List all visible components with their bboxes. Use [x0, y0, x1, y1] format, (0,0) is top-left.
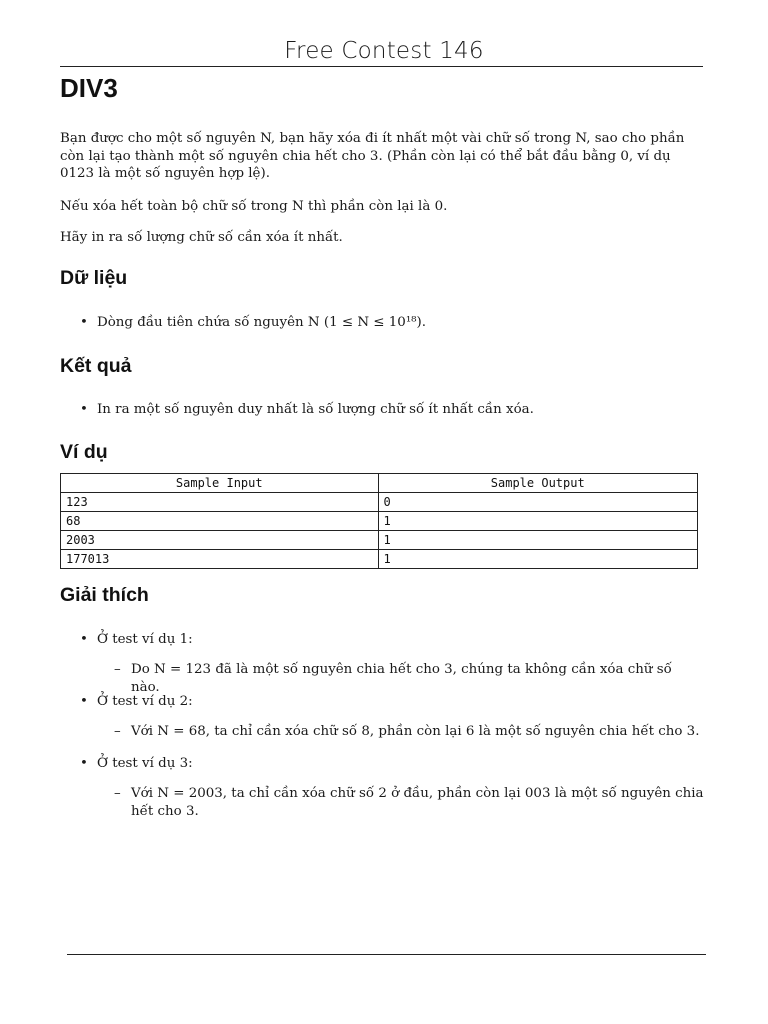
problem-statement-paragraph: Nếu xóa hết toàn bộ chữ số trong N thì phần còn lại là 0.	[60, 199, 448, 214]
explanation-label: Ở test ví dụ 1:	[97, 632, 193, 647]
table-header-row	[61, 474, 698, 493]
footer-divider	[67, 954, 706, 955]
explanation-label: Ở test ví dụ 2:	[97, 694, 193, 709]
sample-output-cell: 1	[378, 512, 698, 531]
example-heading: Ví dụ	[60, 441, 108, 463]
table-row	[61, 531, 698, 550]
dash-icon: –	[114, 724, 121, 739]
explanation-heading: Giải thích	[60, 584, 149, 606]
problem-title: DIV3	[60, 73, 118, 103]
sample-input-cell: 2003	[61, 531, 379, 550]
output-heading: Kết quả	[60, 355, 132, 377]
problem-statement-paragraph: Hãy in ra số lượng chữ số cần xóa ít nhất.	[60, 230, 343, 245]
dash-icon: –	[114, 786, 121, 801]
sample-input-cell: 177013	[61, 550, 379, 569]
table-row	[61, 550, 698, 569]
sample-input-cell: 68	[61, 512, 379, 531]
sample-table	[60, 473, 698, 569]
sample-output-cell: 0	[378, 493, 698, 512]
sample-output-cell: 1	[378, 550, 698, 569]
bullet-icon: •	[80, 694, 88, 709]
input-heading: Dữ liệu	[60, 267, 128, 289]
explanation-label: Ở test ví dụ 3:	[97, 756, 193, 771]
explanation-detail: Với N = 2003, ta chỉ cần xóa chữ số 2 ở đầu, phần còn lại 003 là một số nguyên chia hết cho 3.	[131, 786, 704, 819]
bullet-icon: •	[80, 756, 88, 771]
bullet-icon: •	[80, 315, 88, 330]
input-description: Dòng đầu tiên chứa số nguyên N (1 ≤ N ≤ 10¹⁸).	[97, 315, 427, 330]
explanation-detail: Do N = 123 đã là một số nguyên chia hết cho 3, chúng ta không cần xóa chữ số nào.	[131, 662, 672, 695]
column-header-sample-output: Sample Output	[378, 474, 698, 493]
column-header-sample-input: Sample Input	[61, 474, 379, 493]
header-divider	[60, 66, 703, 67]
bullet-icon: •	[80, 632, 88, 647]
problem-statement-paragraph: Bạn được cho một số nguyên N, bạn hãy xóa đi ít nhất một vài chữ số trong N, sao cho phần còn lại tạo thành một số nguyên chia hết cho 3. (Phần còn lại có thể bắt đầu bằng 0, ví dụ 0123 là một số nguyên hợp lệ).	[60, 131, 685, 181]
sample-input-cell: 123	[61, 493, 379, 512]
bullet-icon: •	[80, 402, 88, 417]
table-row	[61, 512, 698, 531]
contest-title: Free Contest 146	[284, 38, 484, 64]
explanation-detail: Với N = 68, ta chỉ cần xóa chữ số 8, phần còn lại 6 là một số nguyên chia hết cho 3.	[131, 724, 700, 739]
dash-icon: –	[114, 662, 121, 677]
table-row	[61, 493, 698, 512]
output-description: In ra một số nguyên duy nhất là số lượng chữ số ít nhất cần xóa.	[97, 402, 534, 417]
sample-output-cell: 1	[378, 531, 698, 550]
